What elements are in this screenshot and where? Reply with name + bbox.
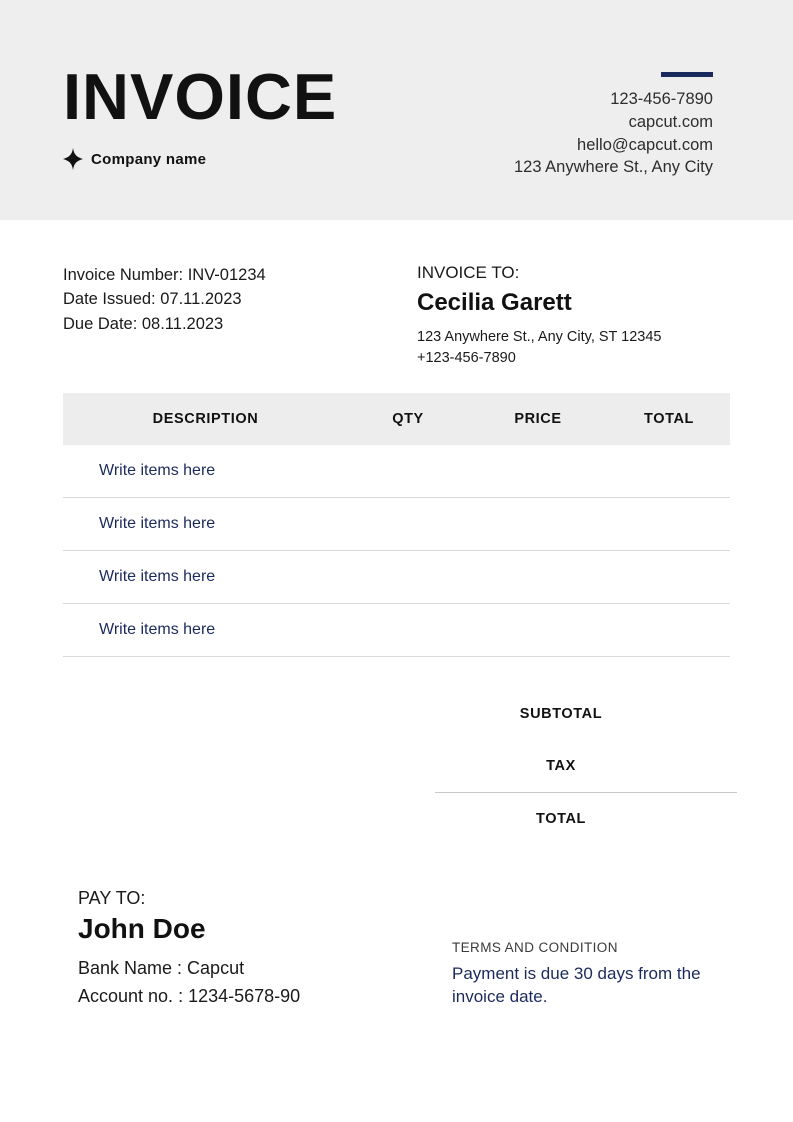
subtotal-row — [435, 688, 737, 740]
terms-body: Payment is due 30 days from the invoice date. — [452, 964, 701, 1006]
invoice-number: Invoice Number: INV-01234 — [63, 266, 266, 284]
item-description[interactable]: Write items here — [99, 568, 216, 585]
terms-title: TERMS AND CONDITION — [452, 940, 618, 955]
subtotal-label: SUBTOTAL — [519, 706, 603, 722]
item-description[interactable]: Write items here — [99, 621, 216, 638]
contact-phone: 123-456-7890 — [610, 90, 713, 108]
date-issued: Date Issued: 07.11.2023 — [63, 290, 242, 309]
pay-to-block — [78, 888, 300, 1011]
invoice-to-label: INVOICE TO: — [417, 263, 520, 282]
contact-block — [514, 72, 713, 179]
invoice-meta — [63, 263, 266, 336]
contact-website: capcut.com — [628, 112, 713, 131]
tax-row — [435, 740, 737, 793]
column-header-total: TOTAL — [644, 411, 694, 427]
invoice-meta-section — [0, 244, 793, 394]
table-row[interactable] — [63, 498, 730, 551]
table-row[interactable] — [63, 551, 730, 604]
contact-email: hello@capcut.com — [577, 135, 713, 154]
client-name: Cecilia Garett — [417, 289, 572, 316]
company-branding — [63, 148, 206, 170]
contact-address: 123 Anywhere St., Any City — [513, 158, 713, 177]
pay-to-label: PAY TO: — [78, 888, 146, 908]
company-name: Company name — [91, 150, 207, 168]
item-description[interactable]: Write items here — [99, 462, 216, 479]
items-table — [63, 393, 730, 657]
due-date: Due Date: 08.11.2023 — [63, 314, 224, 333]
column-header-description: DESCRIPTION — [152, 411, 259, 427]
account-number: Account no. : 1234-5678-90 — [78, 985, 301, 1006]
table-row[interactable] — [63, 604, 730, 657]
column-header-price: PRICE — [514, 411, 562, 427]
invoice-header — [0, 0, 793, 220]
item-description[interactable]: Write items here — [99, 515, 216, 532]
bill-to-block — [417, 263, 662, 369]
accent-bar — [661, 72, 713, 77]
client-address: 123 Anywhere St., Any City, ST 12345 — [417, 329, 662, 345]
tax-label: TAX — [546, 758, 576, 774]
column-header-qty: QTY — [392, 411, 424, 427]
bank-name: Bank Name : Capcut — [78, 958, 245, 978]
table-row[interactable] — [63, 445, 730, 498]
table-header-row — [63, 393, 730, 445]
total-row-grand — [435, 793, 737, 845]
payee-name: John Doe — [78, 913, 206, 944]
page-title: INVOICE — [63, 60, 338, 133]
terms-block — [452, 940, 742, 1009]
sparkle-icon — [63, 148, 83, 170]
total-label: TOTAL — [536, 811, 586, 827]
client-phone: +123-456-7890 — [417, 350, 516, 367]
totals-block — [435, 688, 737, 845]
